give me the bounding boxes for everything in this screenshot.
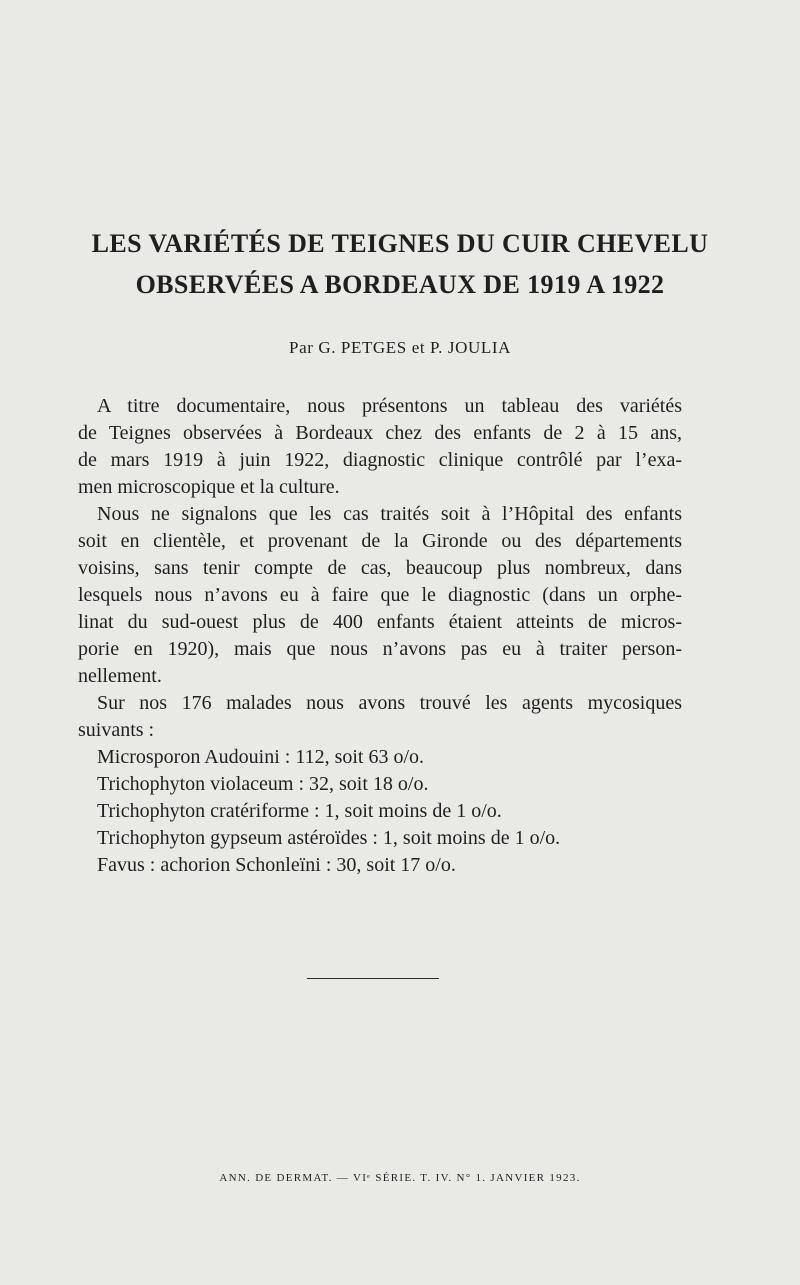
section-divider (307, 978, 439, 979)
body-line: Nous ne signalons que les cas traités soit à l’Hôpital des enfants (97, 503, 682, 525)
list-item: Trichophyton gypseum astéroïdes : 1, soit moins de 1 o/o. (97, 827, 561, 849)
list-item: Microsporon Audouini : 112, soit 63 o/o. (97, 746, 425, 768)
body-line: voisins, sans tenir compte de cas, beaucoup plus nombreux, dans (78, 557, 682, 579)
list-item: Trichophyton cratériforme : 1, soit moins de 1 o/o. (97, 800, 502, 822)
body-line: nellement. (78, 665, 162, 687)
body-line: men microscopique et la culture. (78, 476, 340, 498)
body-line: suivants : (78, 719, 155, 741)
body-line: linat du sud-ouest plus de 400 enfants étaient atteints de micros- (78, 611, 682, 633)
article-title-line-2: OBSERVÉES A BORDEAUX DE 1919 A 1922 (135, 270, 665, 299)
list-item: Trichophyton violaceum : 32, soit 18 o/o. (97, 773, 429, 795)
body-line: de mars 1919 à juin 1922, diagnostic clinique contrôlé par l’exa- (78, 449, 682, 471)
article-authors: Par G. PETGES et P. JOULIA (289, 338, 511, 357)
article-title-line-1: LES VARIÉTÉS DE TEIGNES DU CUIR CHEVELU (91, 229, 709, 258)
body-line: Sur nos 176 malades nous avons trouvé les agents mycosiques (97, 692, 682, 714)
body-line: de Teignes observées à Bordeaux chez des enfants de 2 à 15 ans, (78, 422, 682, 444)
body-line: porie en 1920), mais que nous n’avons pas eu à traiter person- (78, 638, 682, 660)
body-line: A titre documentaire, nous présentons un tableau des variétés (97, 395, 682, 417)
body-line: lesquels nous n’avons eu à faire que le diagnostic (dans un orphe- (78, 584, 682, 606)
list-item: Favus : achorion Schonleïni : 30, soit 17 o/o. (97, 854, 456, 876)
body-line: soit en clientèle, et provenant de la Gironde ou des départements (78, 530, 682, 552)
article-body (78, 393, 682, 879)
journal-footer: ANN. DE DERMAT. — VIᵉ SÉRIE. T. IV. N° 1. JANVIER 1923. (219, 1172, 581, 1184)
